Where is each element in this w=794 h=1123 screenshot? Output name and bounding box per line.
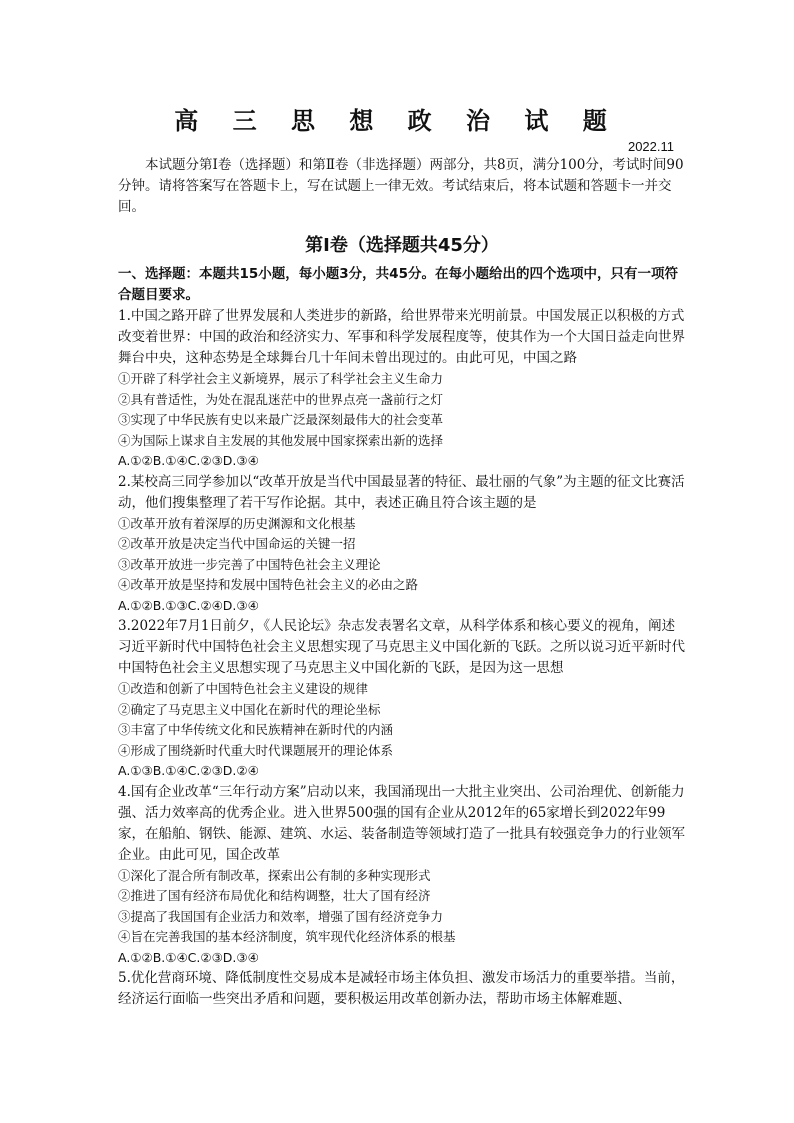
option-2: ②具有普适性，为处在混乱迷茫中的世界点亮一盏前行之灯: [118, 391, 444, 407]
exam-date: 2022.11: [627, 139, 674, 154]
option-2: ②推进了国有经济布局优化和结构调整，壮大了国有经济: [118, 888, 431, 903]
section-instructions: 一、选择题：本题共15小题，每小题3分，共45分。在每小题给出的四个选项中，只有一项符合题目要求。: [118, 266, 678, 303]
option-3: ③改革开放进一步完善了中国特色社会主义理论: [118, 556, 381, 572]
question-2: [118, 472, 686, 617]
question-3: [118, 616, 686, 782]
answer-choices: A.①②B.①③C.②④D.③④: [118, 597, 259, 613]
question-stem: 1.中国之路开辟了世界发展和人类进步的新路，给世界带来光明前景。中国发展正以积极的方式改变着世界：中国的政治和经济实力、军事和科学发展程度等，使其作为一个大国日益走向世界舞台中央，这种态势是全球舞台几十年间未曾出现过的。由此可见，中国之路: [118, 308, 685, 366]
intro: [118, 155, 686, 218]
option-1: ①深化了混合所有制改革，探索出公有制的多种实现形式: [118, 867, 431, 883]
question-stem: 2.某校高三同学参加以“改革开放是当代中国最显著的特征、最壮丽的气象”为主题的征文比赛活动，他们搜集整理了若干写作论据。其中，表述正确且符合该主题的是: [118, 473, 685, 511]
option-1: ①改革开放有着深厚的历史渊源和文化根基: [118, 515, 356, 531]
section-title: 第Ⅰ卷（选择题共45分）: [305, 235, 499, 256]
answer-choices: A.①②B.①④C.②③D.③④: [118, 949, 259, 965]
question-4: [118, 782, 686, 969]
answer-choices: A.①③B.①④C.②③D.②④: [118, 763, 259, 778]
option-1: ①改造和创新了中国特色社会主义建设的规律: [118, 681, 369, 696]
option-4: ④为国际上谋求自主发展的其他发展中国家探索出新的选择: [118, 432, 444, 448]
option-1: ①开辟了科学社会主义新境界，展示了科学社会主义生命力: [118, 371, 444, 386]
exam-title: 高 三 思 想 政 治 试 题: [174, 107, 620, 135]
question-stem: 5.优化营商环境、降低制度性交易成本是减轻市场主体负担、激发市场活力的重要举措。当前，经济运行面临一些突出矛盾和问题，要积极运用改革创新办法，帮助市场主体解难题、: [118, 970, 685, 1007]
option-3: ③丰富了中华传统文化和民族精神在新时代的内涵: [118, 722, 394, 737]
question-stem: 4.国有企业改革“三年行动方案”启动以来，我国涌现出一大批主业突出、公司治理优、创新能力强、活力效率高的优秀企业。进入世界500强的国有企业从2012年的65家增长到2022年99家，在船舶、钢铁、能源、建筑、水运、装备制造等领域打造了一批具有较强竞争力的行业领军企业。由此可见，国企改革: [118, 783, 685, 863]
option-4: ④形成了围绕新时代重大时代课题展开的理论体系: [118, 742, 394, 758]
option-2: ②改革开放是决定当代中国命运的关键一招: [118, 536, 356, 551]
option-4: ④旨在完善我国的基本经济制度，筑牢现代化经济体系的根基: [118, 929, 456, 944]
option-2: ②确定了马克思主义中国化在新时代的理论坐标: [118, 701, 381, 717]
option-3: ③提高了我国国有企业活力和效率，增强了国有经济竞争力: [118, 908, 444, 924]
question-1: [118, 306, 686, 472]
intro-text: 本试题分第Ⅰ卷（选择题）和第Ⅱ卷（非选择题）两部分，共8页，满分100分，考试时间90分钟。请将答案写在答题卡上，写在试题上一律无效。考试结束后，将本试题和答题卡一并交回。: [118, 157, 684, 215]
answer-choices: A.①②B.①④C.②③D.③④: [118, 453, 259, 468]
option-4: ④改革开放是坚持和发展中国特色社会主义的必由之路: [118, 577, 419, 592]
question-5: [118, 968, 686, 1010]
question-stem: 3.2022年7月1日前夕，《人民论坛》杂志发表署名文章，从科学体系和核心要义的视角，阐述习近平新时代中国特色社会主义思想实现了马克思主义中国化新的飞跃。之所以说习近平新时代中国特色社会主义思想实现了马克思主义中国化新的飞跃，是因为这一思想: [118, 618, 685, 676]
option-3: ③实现了中华民族有史以来最广泛最深刻最伟大的社会变革: [118, 412, 444, 427]
exam-body: [118, 155, 686, 1010]
